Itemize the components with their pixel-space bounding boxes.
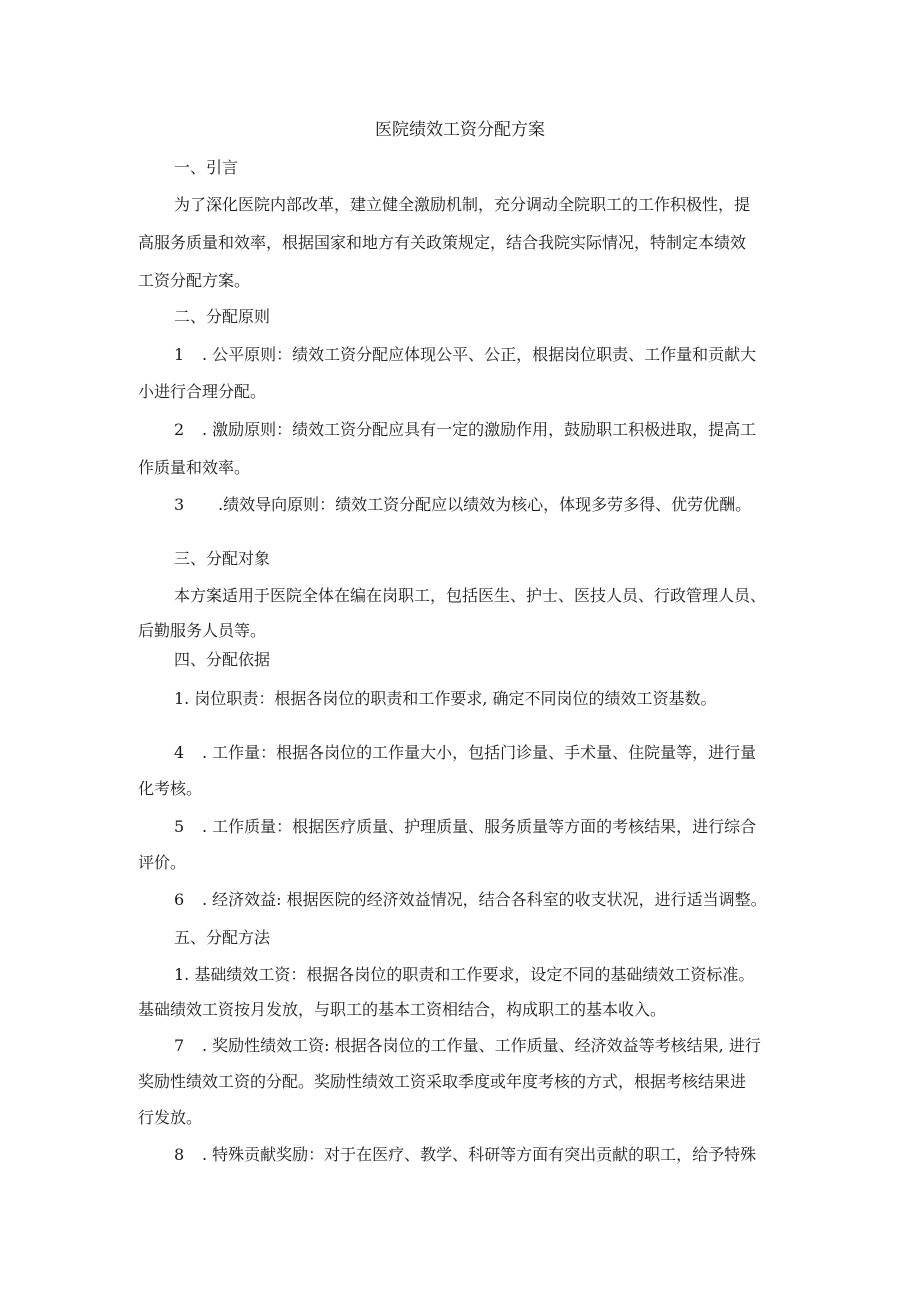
paragraph-line: 评价。 xyxy=(138,853,187,872)
list-item-text: . 公平原则：绩效工资分配应体现公平、公正，根据岗位职责、工作量和贡献大 xyxy=(202,345,757,364)
list-item-text: . 奖励性绩效工资: 根据各岗位的工作量、工作质量、经济效益等考核结果, 进行 xyxy=(202,1036,761,1055)
section-heading-basis: 四、分配依据 xyxy=(174,650,271,669)
list-item xyxy=(174,741,834,765)
list-item-text: . 工作质量：根据医疗质量、护理质量、服务质量等方面的考核结果，进行综合 xyxy=(202,817,757,836)
list-item: 1. 基础绩效工资：根据各岗位的职责和工作要求，设定不同的基础绩效工资标准。 xyxy=(174,965,755,984)
list-number: 2 xyxy=(174,420,185,439)
list-item-text: . 工作量：根据各岗位的工作量大小，包括门诊量、手术量、住院量等，进行量 xyxy=(202,743,757,762)
document-title: 医院绩效工资分配方案 xyxy=(375,120,545,140)
paragraph-line: 行发放。 xyxy=(138,1108,203,1127)
list-number: 5 xyxy=(174,817,185,836)
list-number: 4 xyxy=(174,743,185,762)
list-item xyxy=(174,1034,834,1058)
list-item xyxy=(174,888,834,912)
paragraph-line: 小进行合理分配。 xyxy=(138,382,267,401)
section-heading-intro: 一、引言 xyxy=(174,158,239,177)
paragraph-line: 高服务质量和效率，根据国家和地方有关政策规定，结合我院实际情况，特制定本绩效 xyxy=(138,233,747,252)
list-item: 1. 岗位职责：根据各岗位的职责和工作要求, 确定不同岗位的绩效工资基数。 xyxy=(174,689,717,708)
paragraph-line: 化考核。 xyxy=(138,779,203,798)
paragraph-line: 后勤服务人员等。 xyxy=(138,621,267,640)
list-item-text: . 特殊贡献奖励：对于在医疗、教学、科研等方面有突出贡献的职工，给予特殊 xyxy=(202,1145,757,1164)
list-number: 1 xyxy=(174,345,185,364)
paragraph-line: 作质量和效率。 xyxy=(138,458,251,477)
paragraph-line: 基础绩效工资按月发放，与职工的基本工资相结合，构成职工的基本收入。 xyxy=(138,1000,667,1019)
list-item xyxy=(174,493,834,517)
paragraph-line: 奖励性绩效工资的分配。奖励性绩效工资采取季度或年度考核的方式，根据考核结果进 xyxy=(138,1072,747,1091)
paragraph-line: 为了深化医院内部改革，建立健全激励机制，充分调动全院职工的工作积极性，提 xyxy=(174,195,751,214)
list-item-text: . 经济效益: 根据医院的经济效益情况，结合各科室的收支状况，进行适当调整。 xyxy=(202,890,767,909)
list-number: 7 xyxy=(174,1036,185,1055)
list-number: 6 xyxy=(174,890,185,909)
section-heading-recipients: 三、分配对象 xyxy=(174,549,271,568)
section-heading-principles: 二、分配原则 xyxy=(174,307,271,326)
section-heading-methods: 五、分配方法 xyxy=(174,928,271,947)
list-number: 8 xyxy=(174,1145,185,1164)
list-item xyxy=(174,418,834,442)
paragraph-line: 工资分配方案。 xyxy=(138,271,251,290)
list-item-text: .绩效导向原则：绩效工资分配应以绩效为核心，体现多劳多得、优劳优酬。 xyxy=(218,495,752,514)
list-item xyxy=(174,343,834,367)
list-number: 3 xyxy=(174,495,185,514)
list-item xyxy=(174,1143,834,1167)
paragraph-line: 本方案适用于医院全体在编在岗职工，包括医生、护士、医技人员、行政管理人员、 xyxy=(174,586,767,605)
list-item xyxy=(174,815,834,839)
list-item-text: . 激励原则：绩效工资分配应具有一定的激励作用，鼓励职工积极进取，提高工 xyxy=(202,420,757,439)
